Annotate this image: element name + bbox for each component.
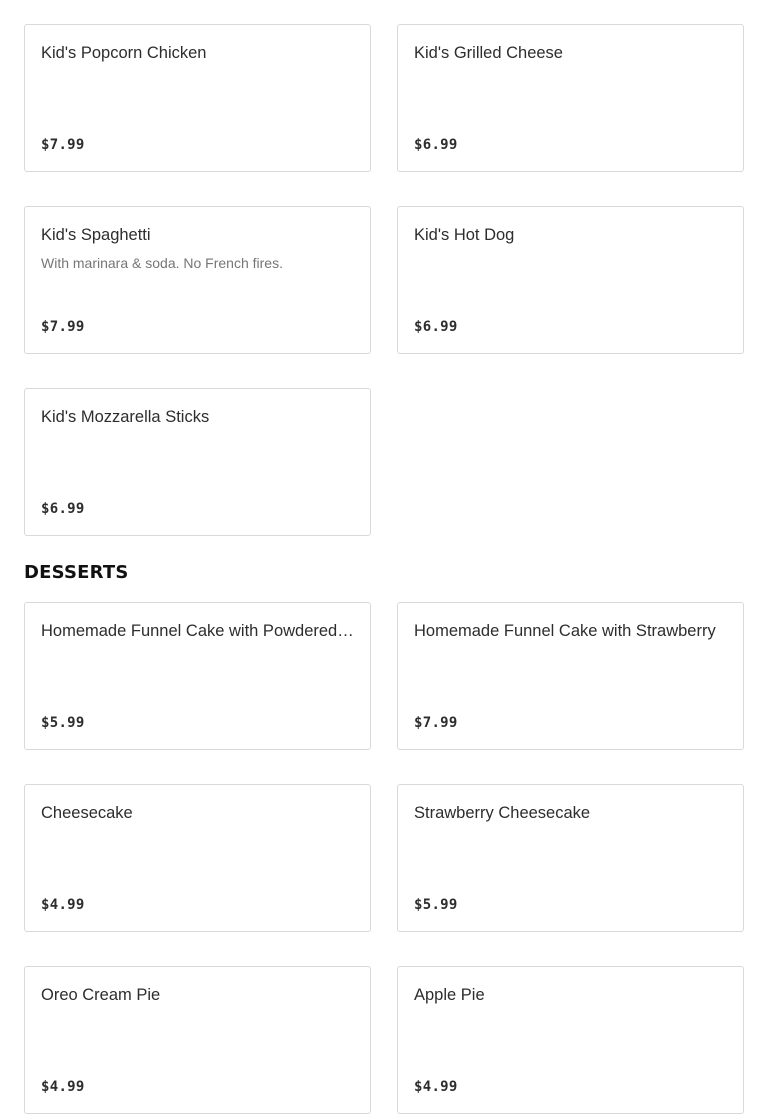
menu-item-name: Kid's Grilled Cheese xyxy=(414,44,563,62)
menu-item-card[interactable] xyxy=(397,784,744,932)
menu-item-card[interactable] xyxy=(24,388,371,536)
menu-item-price: $6.99 xyxy=(41,501,85,517)
menu-item-description: With marinara & soda. No French fires. xyxy=(41,255,283,271)
menu-item-name: Homemade Funnel Cake with Strawberry xyxy=(414,622,716,640)
menu-item-name: Apple Pie xyxy=(414,986,485,1004)
menu-item-price: $4.99 xyxy=(414,1079,458,1095)
menu-item-card[interactable] xyxy=(397,602,744,750)
menu-item-card[interactable] xyxy=(397,24,744,172)
menu-item-price: $7.99 xyxy=(41,319,85,335)
menu-item-name: Strawberry Cheesecake xyxy=(414,804,591,822)
menu-item-price: $4.99 xyxy=(41,1079,85,1095)
menu-item-price: $4.99 xyxy=(41,897,85,913)
menu-item-price: $6.99 xyxy=(414,137,458,153)
menu-item-card[interactable] xyxy=(24,24,371,172)
menu-item-card[interactable] xyxy=(24,602,371,750)
section-title-desserts: DESSERTS xyxy=(24,562,129,583)
menu-item-card[interactable] xyxy=(397,206,744,354)
menu-item-card[interactable] xyxy=(397,966,744,1114)
menu-item-name: Kid's Mozzarella Sticks xyxy=(41,408,210,426)
menu-item-name: Kid's Hot Dog xyxy=(414,226,515,244)
menu-item-name: Homemade Funnel Cake with Powdered… xyxy=(41,622,354,640)
menu-item-name: Kid's Popcorn Chicken xyxy=(41,44,207,62)
menu-item-card[interactable] xyxy=(24,966,371,1114)
menu-item-name: Oreo Cream Pie xyxy=(41,986,161,1004)
menu-item-price: $7.99 xyxy=(414,715,458,731)
menu-item-price: $7.99 xyxy=(41,137,85,153)
menu-item-price: $5.99 xyxy=(41,715,85,731)
menu-item-price: $5.99 xyxy=(414,897,458,913)
menu-item-name: Kid's Spaghetti xyxy=(41,226,151,244)
menu-item-price: $6.99 xyxy=(414,319,458,335)
menu-item-card[interactable] xyxy=(24,206,371,354)
menu-item-card[interactable] xyxy=(24,784,371,932)
menu-item-name: Cheesecake xyxy=(41,804,133,822)
